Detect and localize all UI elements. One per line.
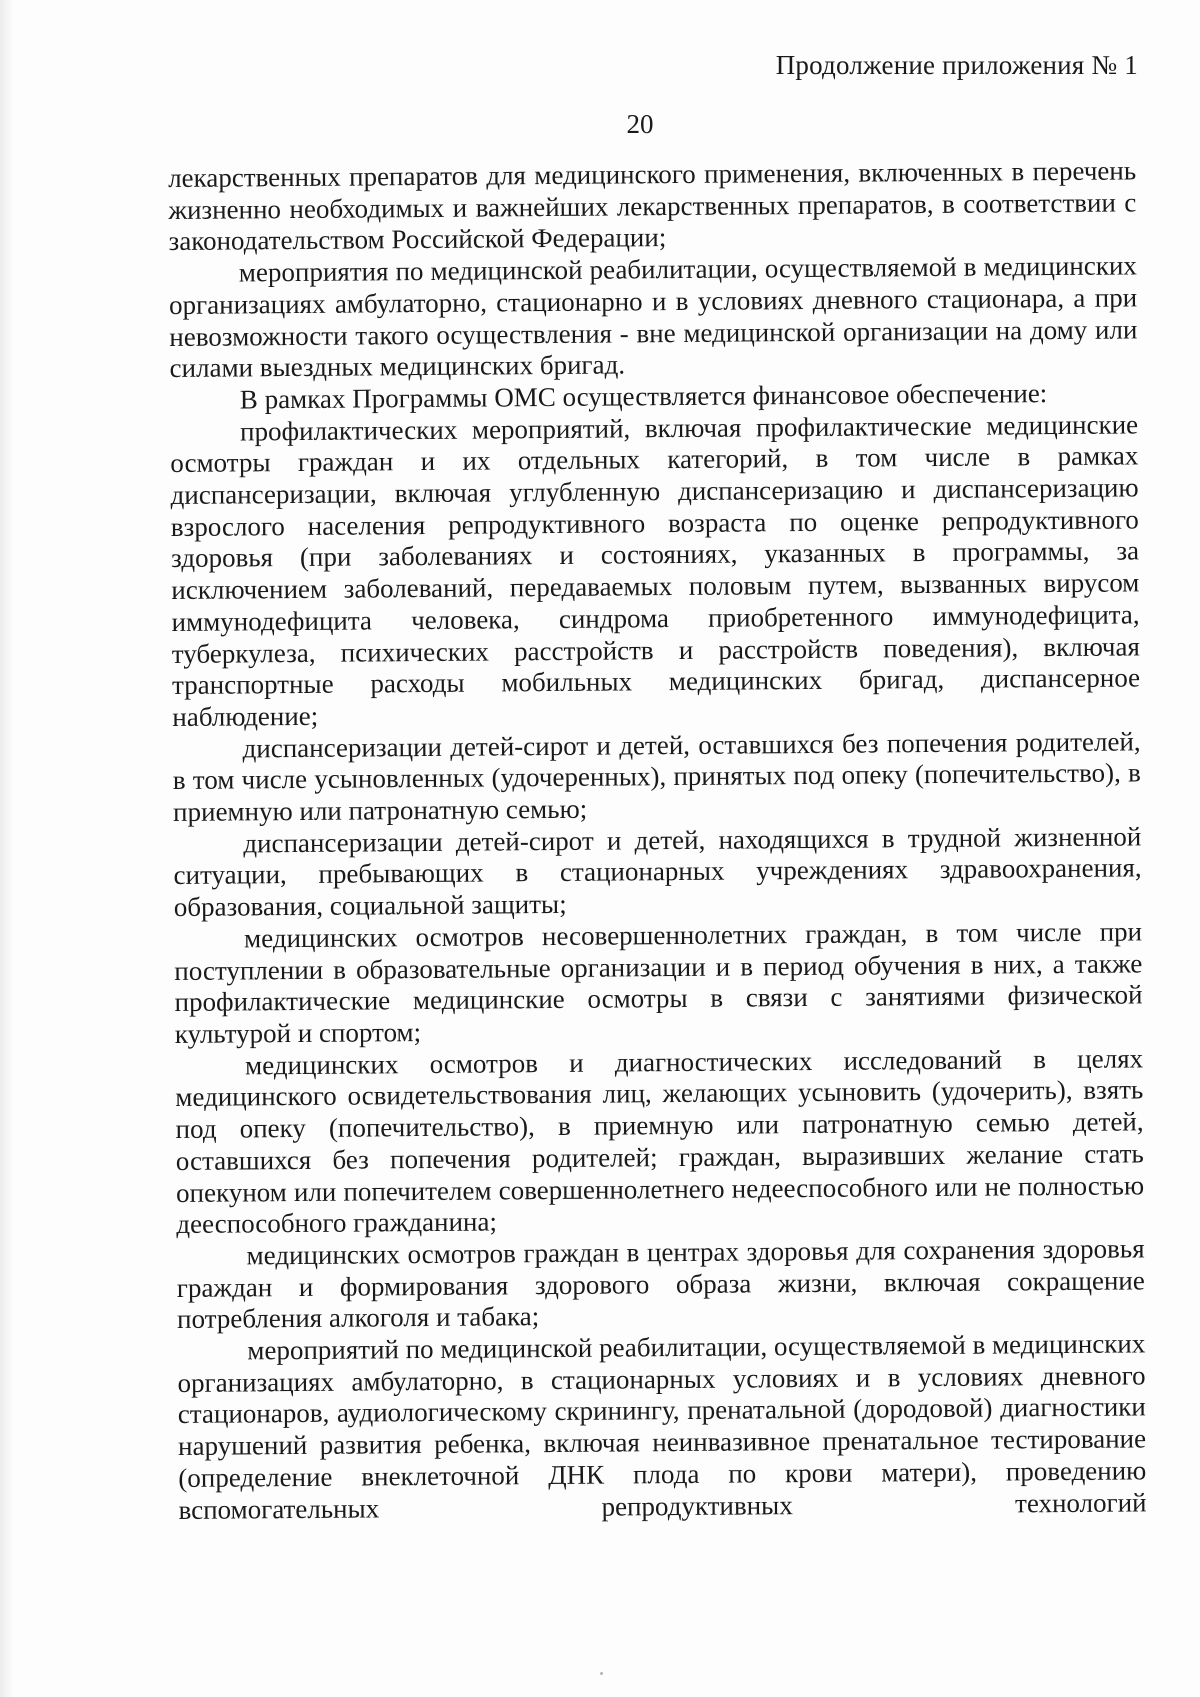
scan-edge-shadow — [0, 0, 14, 1697]
paragraph-preventive-measures: профилактических мероприятий, включая профилактические медицинские осмотры граждан и их отдельных категорий, в том числе в рамках диспансеризации, включая углубленную диспансеризацию и диспансеризацию взрослого населения репродуктивного возраста по оценке репродуктивного здоровья (при заболеваниях и состояниях, указанных в программы, за исключением заболеваний, передаваемых половым путем, вызванных вирусом иммунодефицита человека, синдрома приобретенного иммунодефицита, туберкулеза, психических расстройств и расстройств поведения), включая транспортные расходы мобильных медицинских бригад, диспансерное наблюдение; — [170, 409, 1141, 732]
paragraph-adoption-examinations: медицинских осмотров и диагностических исследований в целях медицинского освидетельствования лиц, желающих усыновить (удочерить), взять под опеку (попечительство), в приемную или патронатную семью детей, оставшихся без попечения родителей; граждан, выразивших желание стать опекуном или попечителем совершеннолетнего недееспособного или не полностью дееспособного гражданина; — [175, 1043, 1145, 1240]
appendix-continuation-note: Продолжение приложения № 1 — [775, 50, 1138, 80]
paragraph-orphans-difficult-situation: диспансеризации детей-сирот и детей, находящихся в трудной жизненной ситуации, пребывающих в стационарных учреждениях здравоохранения, образования, социальной защиты; — [173, 821, 1142, 923]
scan-artifact-dot — [600, 1672, 603, 1675]
paragraph-oms-intro: В рамках Программы ОМС осуществляется финансовое обеспечение: — [239, 378, 1048, 415]
paragraph-rehabilitation-measures: мероприятия по медицинской реабилитации, осуществляемой в медицинских организациях амбулаторно, стационарно и в условиях дневного стационара, а при невозможности такого осуществления - вне медицинской организации на дому или силами выездных медицинских бригад. — [168, 250, 1138, 384]
paragraph-orphans-dispensarization: диспансеризации детей-сирот и детей, оставшихся без попечения родителей, в том числе усыновленных (удочеренных), принятых под опеку (попечительство), в приемную или патронатную семью; — [172, 726, 1141, 828]
paragraph-health-centers: медицинских осмотров граждан в центрах здоровья для сохранения здоровья граждан и формирования здорового образа жизни, включая сокращение потребления алкоголя и табака; — [176, 1233, 1145, 1335]
paragraph-minors-examinations: медицинских осмотров несовершеннолетних граждан, в том числе при поступлении в образовательные организации и в период обучения в них, а также профилактические медицинские осмотры в связи с занятиями физической культурой и спортом; — [174, 916, 1143, 1049]
paragraph-rehabilitation-screening: мероприятий по медицинской реабилитации, осуществляемой в медицинских организациях амбулаторно, в стационарных условиях и в условиях дневного стационаров, аудиологическому скринингу, пренатальной (дородовой) диагностики нарушений развития ребенка, включая неинвазивное пренатальное тестирование (определение внеклеточной ДНК плода по крови матери), проведению вспомогательных репродуктивных технологий — [177, 1328, 1147, 1525]
paragraph-continuation: лекарственных препаратов для медицинского применения, включенных в перечень жизненно необходимых и важнейших лекарственных препаратов, в соответствии с законодательством Российской Федерации; — [168, 155, 1137, 257]
page-number: 20 — [626, 109, 654, 139]
document-body — [168, 155, 1147, 1526]
